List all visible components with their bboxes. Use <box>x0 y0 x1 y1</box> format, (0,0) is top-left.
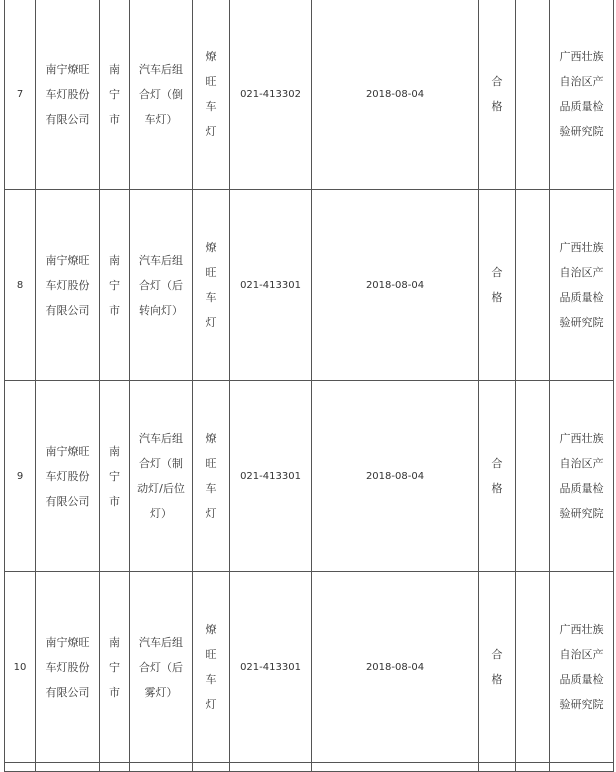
model-number: 021-413302 <box>230 0 312 190</box>
result-text: 合格 <box>491 648 503 686</box>
agency-name: 广西壮族自治区产品质量检验研究院 <box>559 241 604 329</box>
company-cell <box>36 0 100 190</box>
agency-name: 广西壮族自治区产品质量检验研究院 <box>559 623 604 711</box>
production-date: 2018-08-04 <box>312 190 479 381</box>
empty-cell <box>516 190 550 381</box>
product-cell <box>130 0 193 190</box>
agency-cell <box>550 190 614 381</box>
row-number: 7 <box>5 0 36 190</box>
model-number: 021-413301 <box>230 572 312 763</box>
agency-name: 广西壮族自治区产品质量检验研究院 <box>559 432 604 520</box>
agency-name: 广西壮族自治区产品质量检验研究院 <box>559 50 604 138</box>
product-name: 汽车后组合灯（制动灯/后位灯） <box>137 432 185 520</box>
row-number: 9 <box>5 381 36 572</box>
product-name: 汽车后组合灯（后转向灯） <box>139 253 183 317</box>
row-number: 8 <box>5 190 36 381</box>
brand-name: 燎旺车灯 <box>205 50 217 138</box>
product-name: 汽车后组合灯（倒车灯） <box>139 62 183 126</box>
company-name: 南宁燎旺车灯股份有限公司 <box>45 62 90 126</box>
table-row <box>5 572 614 763</box>
product-cell <box>130 572 193 763</box>
table-row-partial <box>5 763 614 772</box>
agency-cell <box>550 572 614 763</box>
result-cell <box>479 381 516 572</box>
city-name: 南宁市 <box>109 62 120 126</box>
company-name: 南宁燎旺车灯股份有限公司 <box>45 253 90 317</box>
empty-cell <box>516 572 550 763</box>
brand-cell <box>193 190 230 381</box>
result-cell <box>479 0 516 190</box>
table-row <box>5 381 614 572</box>
city-cell <box>100 0 130 190</box>
table-row <box>5 0 614 190</box>
city-cell <box>100 381 130 572</box>
agency-cell <box>550 0 614 190</box>
result-cell <box>479 190 516 381</box>
company-name: 南宁燎旺车灯股份有限公司 <box>45 444 90 508</box>
company-cell <box>36 381 100 572</box>
company-cell <box>36 572 100 763</box>
company-cell <box>36 190 100 381</box>
brand-name: 燎旺车灯 <box>205 241 217 329</box>
table-row <box>5 190 614 381</box>
city-cell <box>100 190 130 381</box>
city-name: 南宁市 <box>109 635 120 699</box>
production-date: 2018-08-04 <box>312 381 479 572</box>
inspection-table <box>4 0 614 772</box>
empty-cell <box>516 0 550 190</box>
city-name: 南宁市 <box>109 444 120 508</box>
product-cell <box>130 190 193 381</box>
brand-cell <box>193 572 230 763</box>
brand-cell <box>193 381 230 572</box>
model-number: 021-413301 <box>230 190 312 381</box>
company-name: 南宁燎旺车灯股份有限公司 <box>45 635 90 699</box>
production-date: 2018-08-04 <box>312 0 479 190</box>
brand-cell <box>193 0 230 190</box>
brand-name: 燎旺车灯 <box>205 432 217 520</box>
result-text: 合格 <box>491 266 503 304</box>
production-date: 2018-08-04 <box>312 572 479 763</box>
model-number: 021-413301 <box>230 381 312 572</box>
city-name: 南宁市 <box>109 253 120 317</box>
agency-cell <box>550 381 614 572</box>
result-text: 合格 <box>491 75 503 113</box>
empty-cell <box>516 381 550 572</box>
product-cell <box>130 381 193 572</box>
city-cell <box>100 572 130 763</box>
product-name: 汽车后组合灯（后雾灯） <box>139 635 183 699</box>
result-cell <box>479 572 516 763</box>
result-text: 合格 <box>491 457 503 495</box>
row-number: 10 <box>5 572 36 763</box>
brand-name: 燎旺车灯 <box>205 623 217 711</box>
